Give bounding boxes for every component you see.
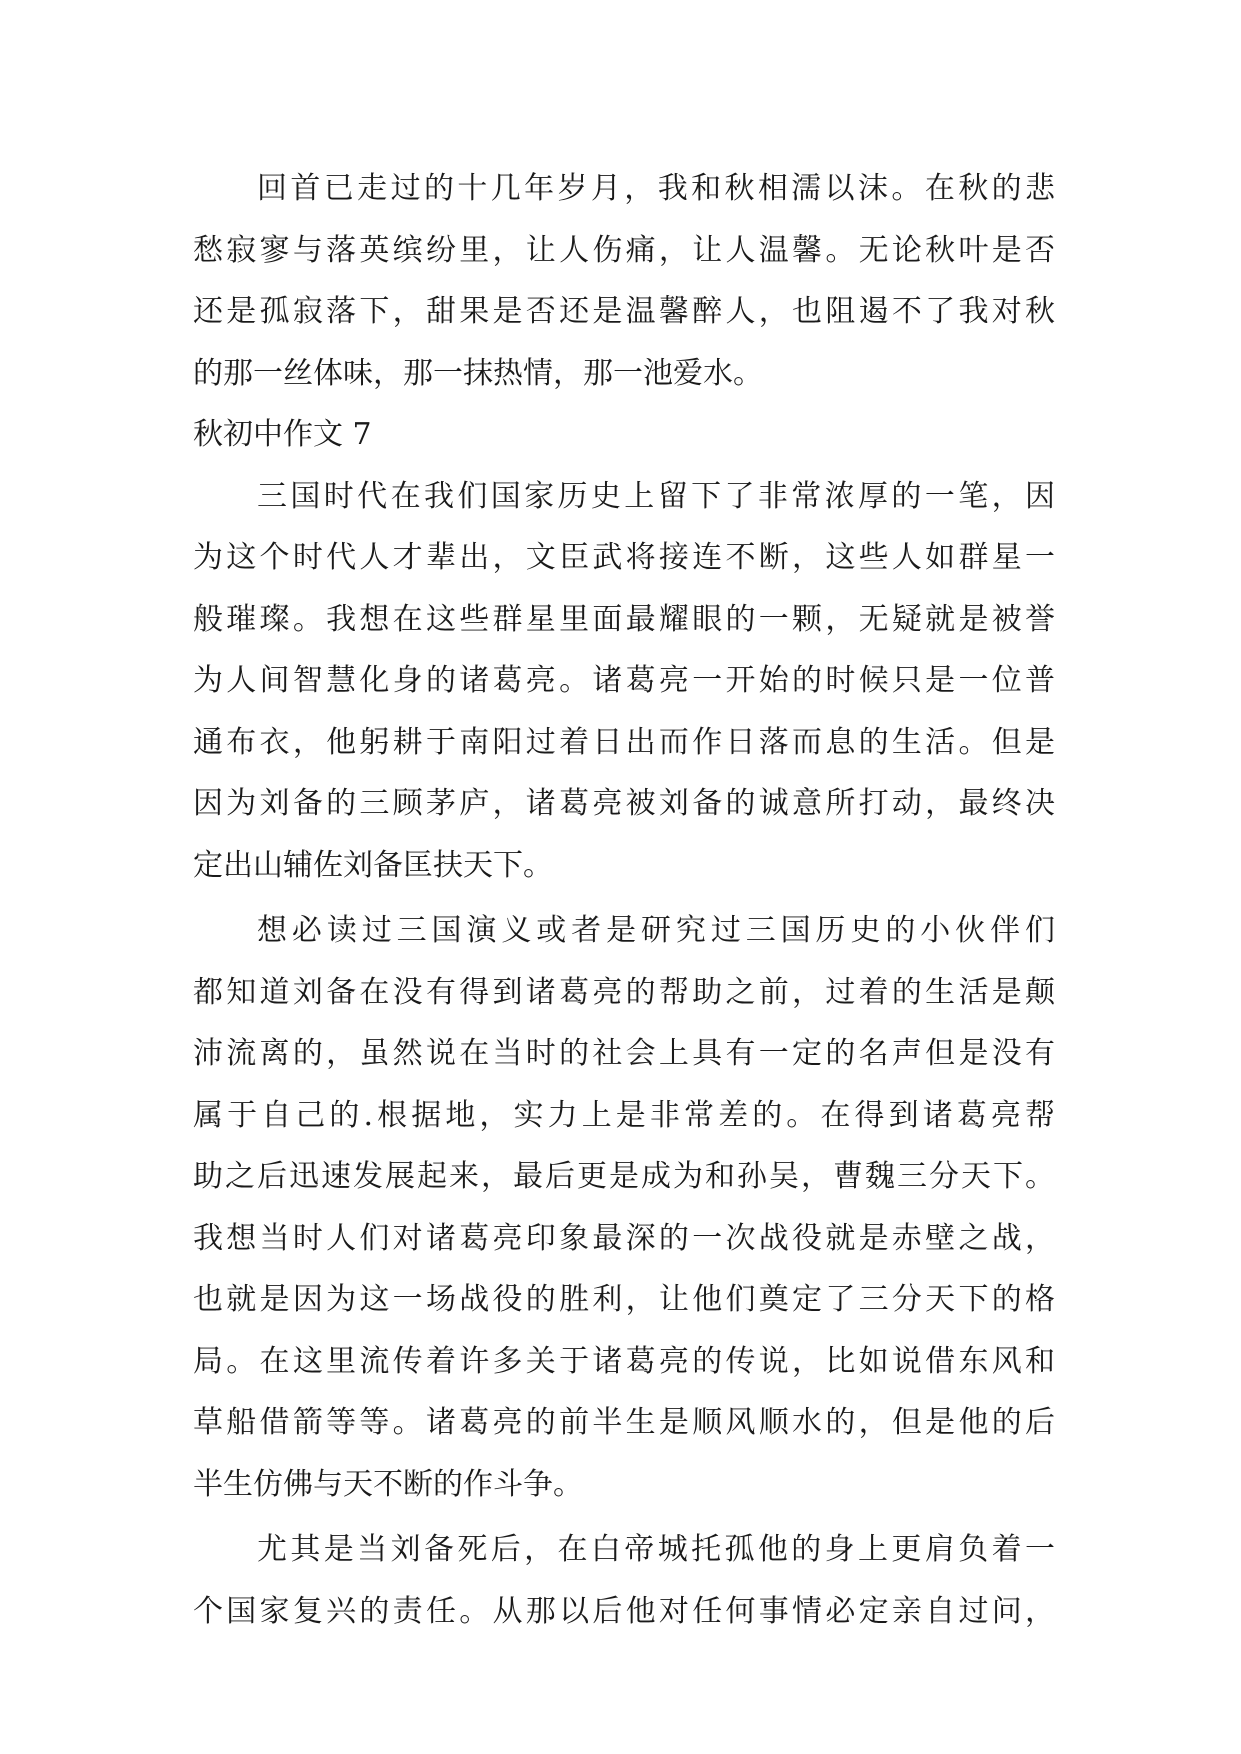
text-line: 助之后迅速发展起来，最后更是成为和孙吴，曹魏三分天下。 [193,1159,1055,1194]
text-line: 都知道刘备在没有得到诸葛亮的帮助之前，过着的生活是颠 [193,974,1055,1010]
text-line: 想必读过三国演义或者是研究过三国历史的小伙伴们 [257,913,1055,948]
document-body [193,158,1055,1642]
text-line: 属于自己的.根据地，实力上是非常差的。在得到诸葛亮帮 [193,1097,1055,1133]
text-line: 为这个时代人才辈出，文臣武将接连不断，这些人如群星一 [193,540,1055,575]
text-line: 我想当时人们对诸葛亮印象最深的一次战役就是赤壁之战， [193,1220,1055,1256]
text-line: 为人间智慧化身的诸葛亮。诸葛亮一开始的时候只是一位普 [193,663,1055,698]
text-line: 愁寂寥与落英缤纷里，让人伤痛，让人温馨。无论秋叶是否 [193,232,1055,268]
text-line: 个国家复兴的责任。从那以后他对任何事情必定亲自过问， [193,1593,1055,1629]
text-line: 的那一丝体味，那一抹热情，那一池爱水。 [193,355,763,391]
text-line: 也就是因为这一场战役的胜利，让他们奠定了三分天下的格 [193,1282,1055,1317]
text-line: 半生仿佛与天不断的作斗争。 [193,1466,583,1502]
paragraph [193,466,1055,897]
text-line: 般璀璨。我想在这些群星里面最耀眼的一颗，无疑就是被誉 [193,601,1055,637]
text-line: 回首已走过的十几年岁月，我和秋相濡以沫。在秋的悲 [257,171,1055,206]
section-heading: 秋初中作文 7 [193,417,372,452]
text-line: 沛流离的，虽然说在当时的社会上具有一定的名声但是没有 [193,1036,1055,1071]
text-line: 定出山辅佐刘备匡扶天下。 [193,847,553,883]
text-line: 三国时代在我们国家历史上留下了非常浓厚的一笔，因 [257,478,1055,514]
text-line: 通布衣，他躬耕于南阳过着日出而作日落而息的生活。但是 [193,724,1055,760]
text-line: 因为刘备的三顾茅庐，诸葛亮被刘备的诚意所打动，最终决 [193,786,1055,821]
paragraph [193,158,1055,404]
paragraph [193,1519,1055,1642]
text-line: 尤其是当刘备死后，在白帝城托孤他的身上更肩负着一 [257,1532,1055,1567]
text-line: 草船借箭等等。诸葛亮的前半生是顺风顺水的，但是他的后 [193,1405,1055,1440]
paragraph [193,900,1055,1515]
text-line: 局。在这里流传着许多关于诸葛亮的传说，比如说借东风和 [193,1343,1055,1379]
text-line: 还是孤寂落下，甜果是否还是温馨醉人，也阻遏不了我对秋 [193,294,1055,329]
